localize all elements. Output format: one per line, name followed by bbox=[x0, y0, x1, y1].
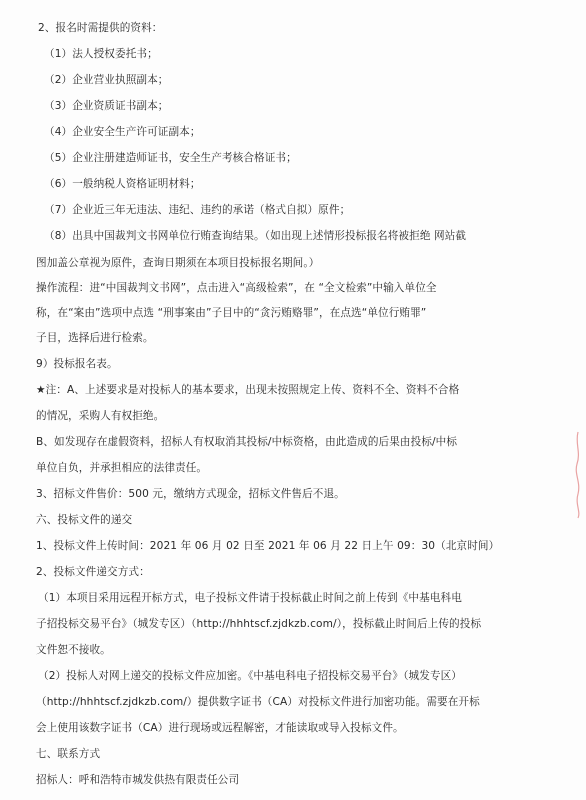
list-item: （7）企业近三年无违法、违纪、违约的承诺（格式自拟）原件； bbox=[44, 204, 351, 216]
list-item: （1）本项目采用远程开标方式，电子投标文件请于投标截止时间之前上传到《中基电科电 bbox=[38, 592, 462, 604]
list-item: （1）法人授权委托书； bbox=[44, 48, 158, 60]
note-line: B、如发现存在虚假资料，招标人有权取消其投标/中标资格，由此造成的后果由投标/中标 bbox=[36, 436, 458, 448]
section-heading-submission: 六、投标文件的递交 bbox=[36, 514, 133, 526]
list-item: （2）投标人对网上递交的投标文件应加密。《中基电科电子招投标交易平台》（城发专区） bbox=[38, 670, 462, 682]
list-item: （2）企业营业执照副本； bbox=[44, 74, 169, 86]
list-item: （4）企业安全生产许可证副本； bbox=[44, 126, 201, 138]
paragraph-line: 图加盖公章视为原件，查询日期须在本项目投标报名期间。） bbox=[36, 257, 320, 269]
paragraph-line: 会上使用该数字证书（CA）进行现场或远程解密，才能读取或导入投标文件。 bbox=[36, 722, 404, 734]
stamp-edge-mark bbox=[572, 430, 584, 520]
list-item: 9）投标报名表。 bbox=[36, 358, 118, 370]
paragraph-line: 子目，选择后进行检索。 bbox=[36, 332, 154, 344]
paragraph-line: （http://hhhtscf.zjdkzb.com/）提供数字证书（CA）对投标文件进行加密功能。需要在开标 bbox=[36, 696, 480, 708]
list-item: （8）出具中国裁判文书网单位行贿查询结果。（如出现上述情形投标报名将被拒绝 网站截 bbox=[44, 230, 467, 242]
list-item: （3）企业资质证书副本； bbox=[44, 100, 169, 112]
note-line: ★注：A、上述要求是对投标人的基本要求，出现未按照规定上传、资料不全、资料不合格 bbox=[36, 384, 460, 396]
paragraph-line: 1、投标文件上传时间：2021 年 06 月 02 日至 2021 年 06 月 22 日上午 09：30（北京时间） bbox=[36, 540, 500, 552]
paragraph-line: 子招投标交易平台》（城发专区）（http://hhhtscf.zjdkzb.com/），投标截止时间后上传的投标 bbox=[36, 618, 482, 630]
paragraph-line: 招标人：呼和浩特市城发供热有限责任公司 bbox=[36, 774, 240, 786]
section-heading-materials: 2、报名时需提供的资料： bbox=[38, 22, 163, 34]
list-item: （6）一般纳税人资格证明材料； bbox=[44, 178, 201, 190]
paragraph-line: 文件恕不接收。 bbox=[36, 644, 111, 656]
list-item: （5）企业注册建造师证书，安全生产考核合格证书； bbox=[44, 152, 297, 164]
paragraph-line: 称，在“案由”选项中点选 “刑事案由”子目中的“贪污贿赂罪”，在点选“单位行贿罪” bbox=[36, 307, 427, 319]
note-line: 的情况，采购人有权拒绝。 bbox=[36, 410, 165, 422]
paragraph-line: 3、招标文件售价：500 元，缴纳方式现金，招标文件售后不退。 bbox=[36, 488, 345, 500]
paragraph-line: 2、投标文件递交方式： bbox=[36, 566, 150, 578]
note-line: 单位自负，并承担相应的法律责任。 bbox=[36, 462, 208, 474]
paragraph-line: 操作流程：进“中国裁判文书网”，点击进入“高级检索”，在 “全文检索”中输入单位全 bbox=[36, 282, 437, 294]
section-heading-contact: 七、联系方式 bbox=[36, 748, 101, 760]
